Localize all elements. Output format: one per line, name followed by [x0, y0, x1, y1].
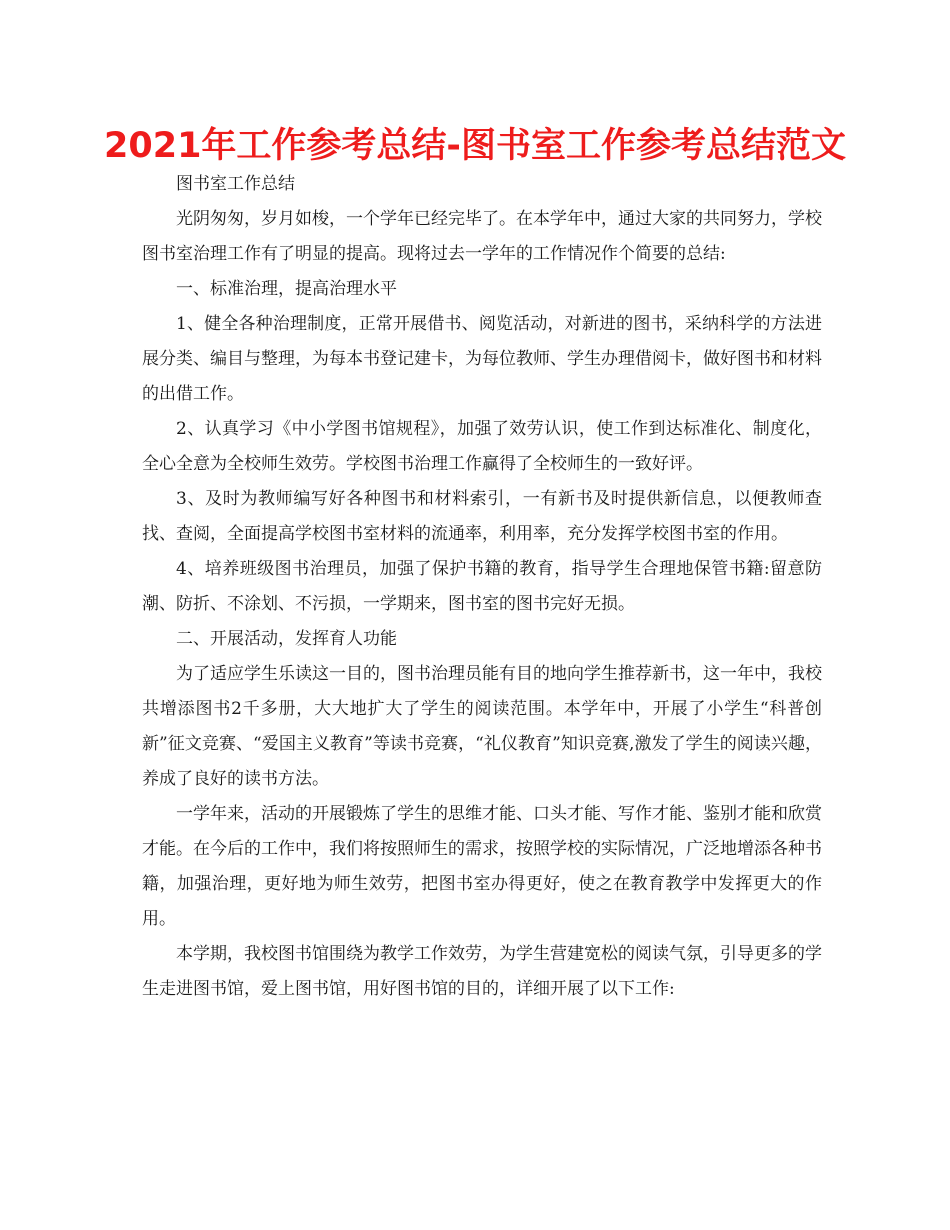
paragraph: 2、认真学习《中小学图书馆规程》，加强了效劳认识，使工作到达标准化、制度化，全心全意为全校师生效劳。学校图书治理工作赢得了全校师生的一致好评。	[142, 419, 822, 474]
paragraph: 一学年来，活动的开展锻炼了学生的思维才能、口头才能、写作才能、鉴别才能和欣赏才能。在今后的工作中，我们将按照师生的需求，按照学校的实际情况，广泛地增添各种书籍，加强治理，更好地为师生效劳，把图书室办得更好，使之在教育教学中发挥更大的作用。	[142, 804, 822, 929]
paragraph: 4、培养班级图书治理员，加强了保护书籍的教育，指导学生合理地保管书籍:留意防潮、防折、不涂划、不污损，一学期来，图书室的图书完好无损。	[142, 559, 822, 614]
paragraph: 1、健全各种治理制度，正常开展借书、阅览活动，对新进的图书，采纳科学的方法进展分类、编目与整理，为每本书登记建卡，为每位教师、学生办理借阅卡，做好图书和材料的出借工作。	[142, 314, 822, 404]
document-body	[142, 167, 822, 1007]
section-heading: 一、标准治理，提高治理水平	[176, 279, 397, 299]
paragraph: 本学期，我校图书馆围绕为教学工作效劳，为学生营建宽松的阅读气氛，引导更多的学生走进图书馆，爱上图书馆，用好图书馆的目的，详细开展了以下工作:	[142, 944, 822, 999]
section-heading: 图书室工作总结	[176, 174, 295, 194]
paragraph: 光阴匆匆，岁月如梭，一个学年已经完毕了。在本学年中，通过大家的共同努力，学校图书室治理工作有了明显的提高。现将过去一学年的工作情况作个简要的总结:	[142, 209, 822, 264]
paragraph: 3、及时为教师编写好各种图书和材料索引，一有新书及时提供新信息，以便教师查找、查阅，全面提高学校图书室材料的流通率，利用率，充分发挥学校图书室的作用。	[142, 489, 822, 544]
paragraph: 为了适应学生乐读这一目的，图书治理员能有目的地向学生推荐新书，这一年中，我校共增添图书2千多册，大大地扩大了学生的阅读范围。本学年中，开展了小学生“科普创新”征文竞赛、“爱国主义教育”等读书竞赛，“礼仪教育”知识竞赛,激发了学生的阅读兴趣，养成了良好的读书方法。	[142, 664, 822, 789]
section-heading: 二、开展活动，发挥育人功能	[176, 629, 397, 649]
document-title: 2021年工作参考总结-图书室工作参考总结范文	[104, 126, 846, 166]
